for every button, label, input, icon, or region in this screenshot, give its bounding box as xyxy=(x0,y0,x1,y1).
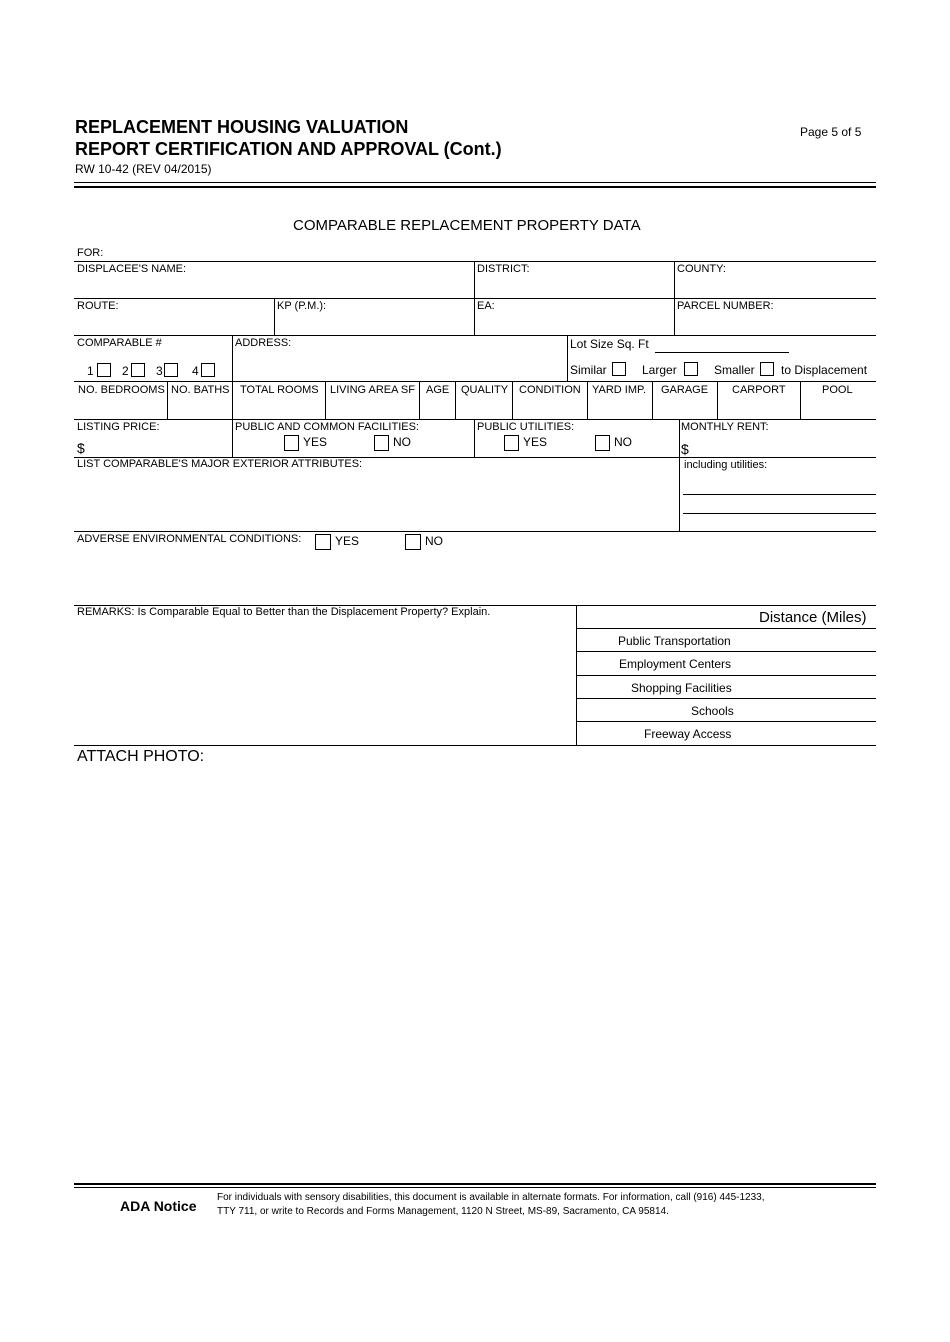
distance-item: Employment Centers xyxy=(619,657,732,671)
section-title: COMPARABLE REPLACEMENT PROPERTY DATA xyxy=(293,217,641,234)
lot-size-input-line[interactable] xyxy=(655,352,789,353)
including-utilities-label: including utilities: xyxy=(684,459,768,471)
public-utilities-no-checkbox[interactable] xyxy=(595,435,610,451)
col-header: POOL xyxy=(822,384,853,396)
monthly-rent-dollar: $ xyxy=(681,441,689,457)
row-rule xyxy=(576,651,876,652)
footer-rule-1 xyxy=(74,1183,876,1185)
public-common-label: PUBLIC AND COMMON FACILITIES: xyxy=(235,421,419,433)
col-header: TOTAL ROOMS xyxy=(240,384,319,396)
utilities-line[interactable] xyxy=(683,494,876,495)
col-divider xyxy=(232,335,233,381)
address-label: ADDRESS: xyxy=(235,337,292,349)
ea-label: EA: xyxy=(477,300,495,312)
public-common-yes-checkbox[interactable] xyxy=(284,435,299,451)
remarks-label: REMARKS: Is Comparable Equal to Better than the Displacement Property? Explain. xyxy=(77,606,491,618)
kp-label: KP (P.M.): xyxy=(277,300,327,312)
smaller-checkbox[interactable] xyxy=(760,362,774,376)
header-rule-1 xyxy=(74,182,876,183)
col-divider xyxy=(232,381,233,419)
adverse-no-label: NO xyxy=(425,534,443,548)
exterior-attributes-label: LIST COMPARABLE'S MAJOR EXTERIOR ATTRIBUTES: xyxy=(77,458,363,470)
similar-label: Similar xyxy=(570,363,607,377)
col-divider xyxy=(419,381,420,419)
form-number: RW 10-42 (REV 04/2015) xyxy=(75,162,212,176)
row-rule xyxy=(74,381,876,382)
col-header: AGE xyxy=(426,384,450,396)
ada-notice-text-1: For individuals with sensory disabilities, this document is available in alternate formats. For information, call (916) 445-1233, xyxy=(217,1192,765,1203)
utilities-line[interactable] xyxy=(683,513,876,514)
col-header: CARPORT xyxy=(732,384,786,396)
col-divider xyxy=(325,381,326,419)
col-divider xyxy=(717,381,718,419)
distance-item: Freeway Access xyxy=(644,727,732,741)
public-common-no-checkbox[interactable] xyxy=(374,435,389,451)
adverse-no-checkbox[interactable] xyxy=(405,534,421,550)
adverse-yes-checkbox[interactable] xyxy=(315,534,331,550)
form-title-line1: REPLACEMENT HOUSING VALUATION xyxy=(75,117,409,137)
comparable-1-checkbox[interactable] xyxy=(97,363,111,377)
col-divider xyxy=(679,419,680,532)
public-utilities-label: PUBLIC UTILITIES: xyxy=(477,421,575,433)
ada-notice-text-2: TTY 711, or write to Records and Forms Management, 1120 N Street, MS-89, Sacramento, CA 95814. xyxy=(217,1206,669,1217)
col-divider xyxy=(474,419,475,457)
county-label: COUNTY: xyxy=(677,263,726,275)
row-rule xyxy=(74,745,876,746)
col-divider xyxy=(274,298,275,336)
listing-price-label: LISTING PRICE: xyxy=(77,421,160,433)
attach-photo-label: ATTACH PHOTO: xyxy=(77,748,205,765)
col-header: QUALITY xyxy=(461,384,509,396)
form-title-line2: REPORT CERTIFICATION AND APPROVAL (Cont.) xyxy=(75,139,502,159)
for-label: FOR: xyxy=(77,247,104,259)
comp-2-label: 2 xyxy=(122,364,129,378)
col-header: LIVING AREA SF xyxy=(330,384,415,396)
larger-label: Larger xyxy=(642,363,677,377)
lot-size-label: Lot Size Sq. Ft xyxy=(570,337,649,351)
row-rule xyxy=(74,419,876,420)
district-label: DISTRICT: xyxy=(477,263,530,275)
distance-item: Public Transportation xyxy=(618,634,731,648)
route-label: ROUTE: xyxy=(77,300,119,312)
row-rule xyxy=(74,298,876,299)
comp-1-label: 1 xyxy=(87,364,94,378)
row-rule xyxy=(576,721,876,722)
col-header: CONDITION xyxy=(519,384,581,396)
row-rule xyxy=(576,698,876,699)
col-divider xyxy=(232,419,233,457)
col-header: YARD IMP. xyxy=(592,384,646,396)
row-rule xyxy=(576,675,876,676)
adverse-conditions-label: ADVERSE ENVIRONMENTAL CONDITIONS: xyxy=(77,533,302,545)
comparable-4-checkbox[interactable] xyxy=(201,363,215,377)
parcel-number-label: PARCEL NUMBER: xyxy=(677,300,774,312)
distance-miles-header: Distance (Miles) xyxy=(759,609,867,626)
col-divider xyxy=(455,381,456,419)
adverse-yes-label: YES xyxy=(335,534,360,548)
comp-3-label: 3 xyxy=(156,364,163,378)
public-utilities-no-label: NO xyxy=(614,435,632,449)
header-rule-2 xyxy=(74,186,876,188)
comp-4-label: 4 xyxy=(192,364,199,378)
monthly-rent-label: MONTHLY RENT: xyxy=(681,421,769,433)
page-number: Page 5 of 5 xyxy=(800,125,862,139)
col-divider xyxy=(587,381,588,419)
col-divider xyxy=(567,335,568,381)
smaller-label: Smaller xyxy=(714,363,755,377)
comparable-2-checkbox[interactable] xyxy=(131,363,145,377)
col-divider xyxy=(167,381,168,419)
similar-checkbox[interactable] xyxy=(612,362,626,376)
comparable-3-checkbox[interactable] xyxy=(164,363,178,377)
row-rule xyxy=(576,628,876,629)
row-rule xyxy=(74,335,876,336)
row-rule xyxy=(74,261,876,262)
larger-checkbox[interactable] xyxy=(684,362,698,376)
col-header: NO. BATHS xyxy=(171,384,230,396)
row-rule xyxy=(74,531,876,532)
ada-notice-label: ADA Notice xyxy=(120,1198,197,1214)
public-utilities-yes-label: YES xyxy=(523,435,548,449)
public-utilities-yes-checkbox[interactable] xyxy=(504,435,519,451)
listing-price-dollar: $ xyxy=(77,440,85,456)
displacee-name-label: DISPLACEE'S NAME: xyxy=(77,263,187,275)
col-header: GARAGE xyxy=(661,384,709,396)
distance-item: Schools xyxy=(691,704,734,718)
col-divider xyxy=(800,381,801,419)
col-divider xyxy=(512,381,513,419)
footer-rule-2 xyxy=(74,1187,876,1188)
public-common-no-label: NO xyxy=(393,435,411,449)
col-divider xyxy=(652,381,653,419)
to-displacement-label: to Displacement xyxy=(781,363,868,377)
comparable-number-label: COMPARABLE # xyxy=(77,337,162,349)
col-header: NO. BEDROOMS xyxy=(78,384,165,396)
public-common-yes-label: YES xyxy=(303,435,328,449)
distance-item: Shopping Facilities xyxy=(631,681,732,695)
